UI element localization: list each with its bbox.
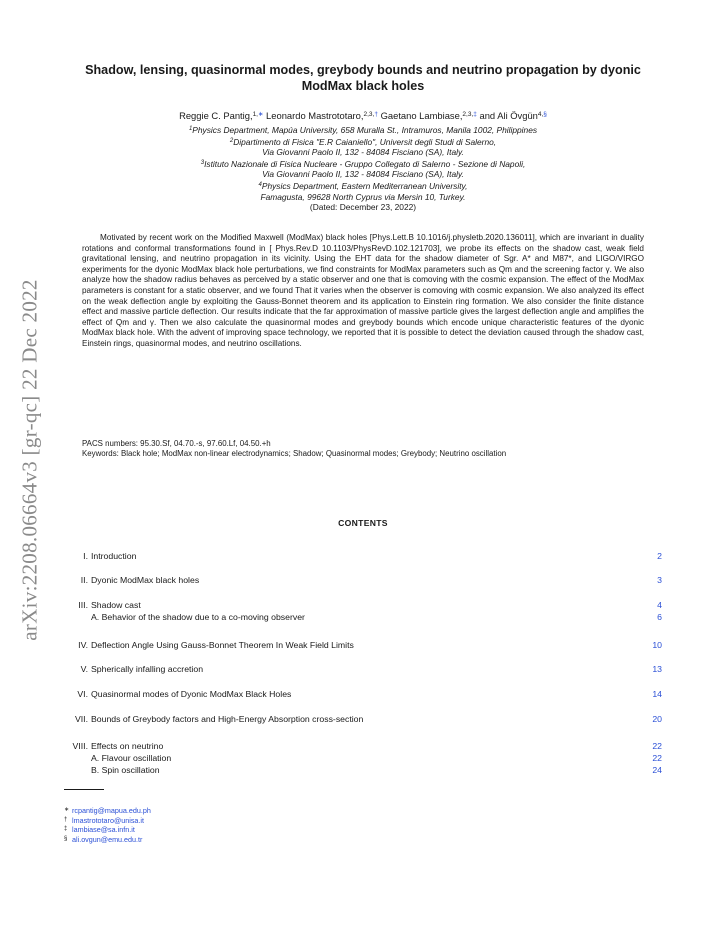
toc-entry[interactable]: B. Spin oscillation 24 [91, 765, 662, 775]
author-3: Gaetano Lambiase,$^{2,3,\ddagger}$ [380, 110, 477, 121]
footnote: ∗ rcpantig@mapua.edu.ph [64, 806, 151, 815]
toc-page-link[interactable]: 2 [657, 551, 662, 561]
toc-entry[interactable]: A. Flavour oscillation 22 [91, 753, 662, 763]
footnotes [64, 806, 151, 844]
email-link[interactable]: lambiase@sa.infn.it [72, 825, 135, 835]
toc-page-link[interactable]: 3 [657, 575, 662, 585]
author-4-footnote-link[interactable]: § [543, 111, 547, 118]
author-4: and Ali Övgün$^{4,\S}$ [479, 110, 547, 121]
email-link[interactable]: rcpantig@mapua.edu.ph [72, 806, 151, 815]
paper-title [64, 62, 662, 94]
affiliation-line: $^2$Dipartimento di Fisica "E.R Caianiello", Universit degli Studi di Salerno, [229, 136, 497, 147]
email-link[interactable]: ali.ovgun@emu.edu.tr [72, 834, 143, 844]
footnote: ‡ lambiase@sa.infn.it [64, 825, 135, 835]
toc-entry[interactable]: IV. Deflection Angle Using Gauss-Bonnet Theorem In Weak Field Limits 10 [78, 640, 662, 650]
footnote: § ali.ovgun@emu.edu.tr [64, 834, 143, 844]
toc-page-link[interactable]: 20 [652, 714, 662, 724]
toc-entry[interactable]: V. Spherically infalling accretion 13 [80, 664, 662, 674]
title-line-1: Shadow, lensing, quasinormal modes, greybody bounds and neutrino propagation by dyonic [85, 63, 641, 77]
affiliation-line: Via Giovanni Paolo II, 132 - 84084 Fisciano (SA), Italy. [262, 147, 464, 158]
title-line-2: ModMax black holes [301, 79, 425, 93]
author-2: Leonardo Mastrototaro,$^{2,3,\dagger}$ [266, 110, 378, 121]
author-1: Reggie C. Pantig,$^{1,∗}$ [179, 110, 264, 121]
toc-page-link[interactable]: 24 [652, 765, 662, 775]
keywords: Keywords: Black hole; ModMax non-linear electrodynamics; Shadow; Quasinormal modes; Greybody; Neutrino oscillation [82, 449, 507, 458]
toc-entry[interactable]: VII. Bounds of Greybody factors and High-Energy Absorption cross-section 20 [74, 714, 662, 724]
toc-page-link[interactable]: 10 [652, 640, 662, 650]
toc-page-link[interactable]: 4 [657, 600, 662, 610]
toc-entry[interactable]: VIII. Effects on neutrino 22 [72, 741, 662, 751]
author-list [64, 110, 662, 121]
footnote-rule [64, 789, 104, 790]
arxiv-side-stamp [0, 250, 60, 670]
pacs-keywords [82, 439, 644, 459]
toc-page-link[interactable]: 14 [652, 689, 662, 699]
toc-entry[interactable]: III. Shadow cast 4 [78, 600, 662, 610]
toc-entry[interactable]: VI. Quasinormal modes of Dyonic ModMax Black Holes 14 [77, 689, 662, 699]
affiliation-line: Via Giovanni Paolo II, 132 - 84084 Fisciano (SA), Italy. [262, 169, 464, 180]
author-1-footnote-link[interactable]: ∗ [257, 111, 264, 118]
arxiv-identifier: arXiv:2208.06664v3 [gr-qc] 22 Dec 2022 [17, 279, 42, 641]
affiliation-line: $^4$Physics Department, Eastern Mediterranean University, [258, 180, 468, 191]
abstract: Motivated by recent work on the Modified Maxwell (ModMax) black holes [Phys.Lett.B 10.1016/j.physletb.2020.136011], which are invariant in duality rotations and conformal transformations found in [ Phys.Rev.D 10.1103/PhysRevD.102.121703], we probe its effects on the shadow cast, weak field gravitational lensing, and neutrino propagation in its vicinity. Using the EHT data for the shadow diameter of Sgr. A* and M87*, and LIGO/VIRGO experiments for the dyonic ModMax black hole perturbations, we find constraints for ModMax parameters such as Qm and the screening factor γ. We also analyze how the shadow radius behaves as perceived by a static observer and one that is comoving with the cosmic expansion. The effect of the ModMax parameters is constant for a static observer, and we found That it varies when the observer is comoving with cosmic expansion. We also analyzed its effect on the weak deflection angle by exploiting the Gauss-Bonnet theorem and its application to Einstein ring formation. We also consider the finite distance effect and massive particle deflection. Our results indicate that the far approximation of massive particle gives the largest deflection angle and amplifies the effect of Qm and γ. Then we also calculate the quasinormal modes and greybody bounds which encode unique characteristic features of the dyonic ModMax black hole. With the advent of improving space technology, we reported that it is possible to detect the deviation caused through the shadow cast, Einstein rings, quasinormal modes, and neutrino oscillations. [82, 233, 644, 348]
affiliation-line: Famagusta, 99628 North Cyprus via Mersin 10, Turkey. [260, 191, 466, 202]
author-3-footnote-link[interactable]: ‡ [473, 111, 477, 118]
toc-page-link[interactable]: 6 [657, 612, 662, 622]
pacs-numbers: PACS numbers: 95.30.Sf, 04.70.-s, 97.60.Lf, 04.50.+h [82, 439, 271, 448]
email-link[interactable]: lmastrototaro@unisa.it [72, 815, 145, 825]
toc-entry[interactable]: I. Introduction 2 [83, 551, 662, 561]
toc-page-link[interactable]: 22 [652, 741, 662, 751]
contents-heading: CONTENTS [338, 518, 388, 528]
author-2-footnote-link[interactable]: † [374, 111, 378, 118]
toc-page-link[interactable]: 22 [652, 753, 662, 763]
toc-entry[interactable]: II. Dyonic ModMax black holes 3 [80, 575, 662, 585]
dated-line: (Dated: December 23, 2022) [309, 202, 417, 213]
affiliations [64, 124, 662, 213]
affiliation-line: $^1$Physics Department, Mapúa University, 658 Muralla St., Intramuros, Manila 1002, Philippines [188, 125, 538, 135]
affiliation-line: $^3$Istituto Nazionale di Fisica Nucleare - Gruppo Collegato di Salerno - Sezione di Napoli, [200, 158, 526, 169]
footnote: † lmastrototaro@unisa.it [64, 815, 145, 825]
toc-page-link[interactable]: 13 [652, 664, 662, 674]
toc-entry[interactable]: A. Behavior of the shadow due to a co-moving observer 6 [91, 612, 662, 622]
